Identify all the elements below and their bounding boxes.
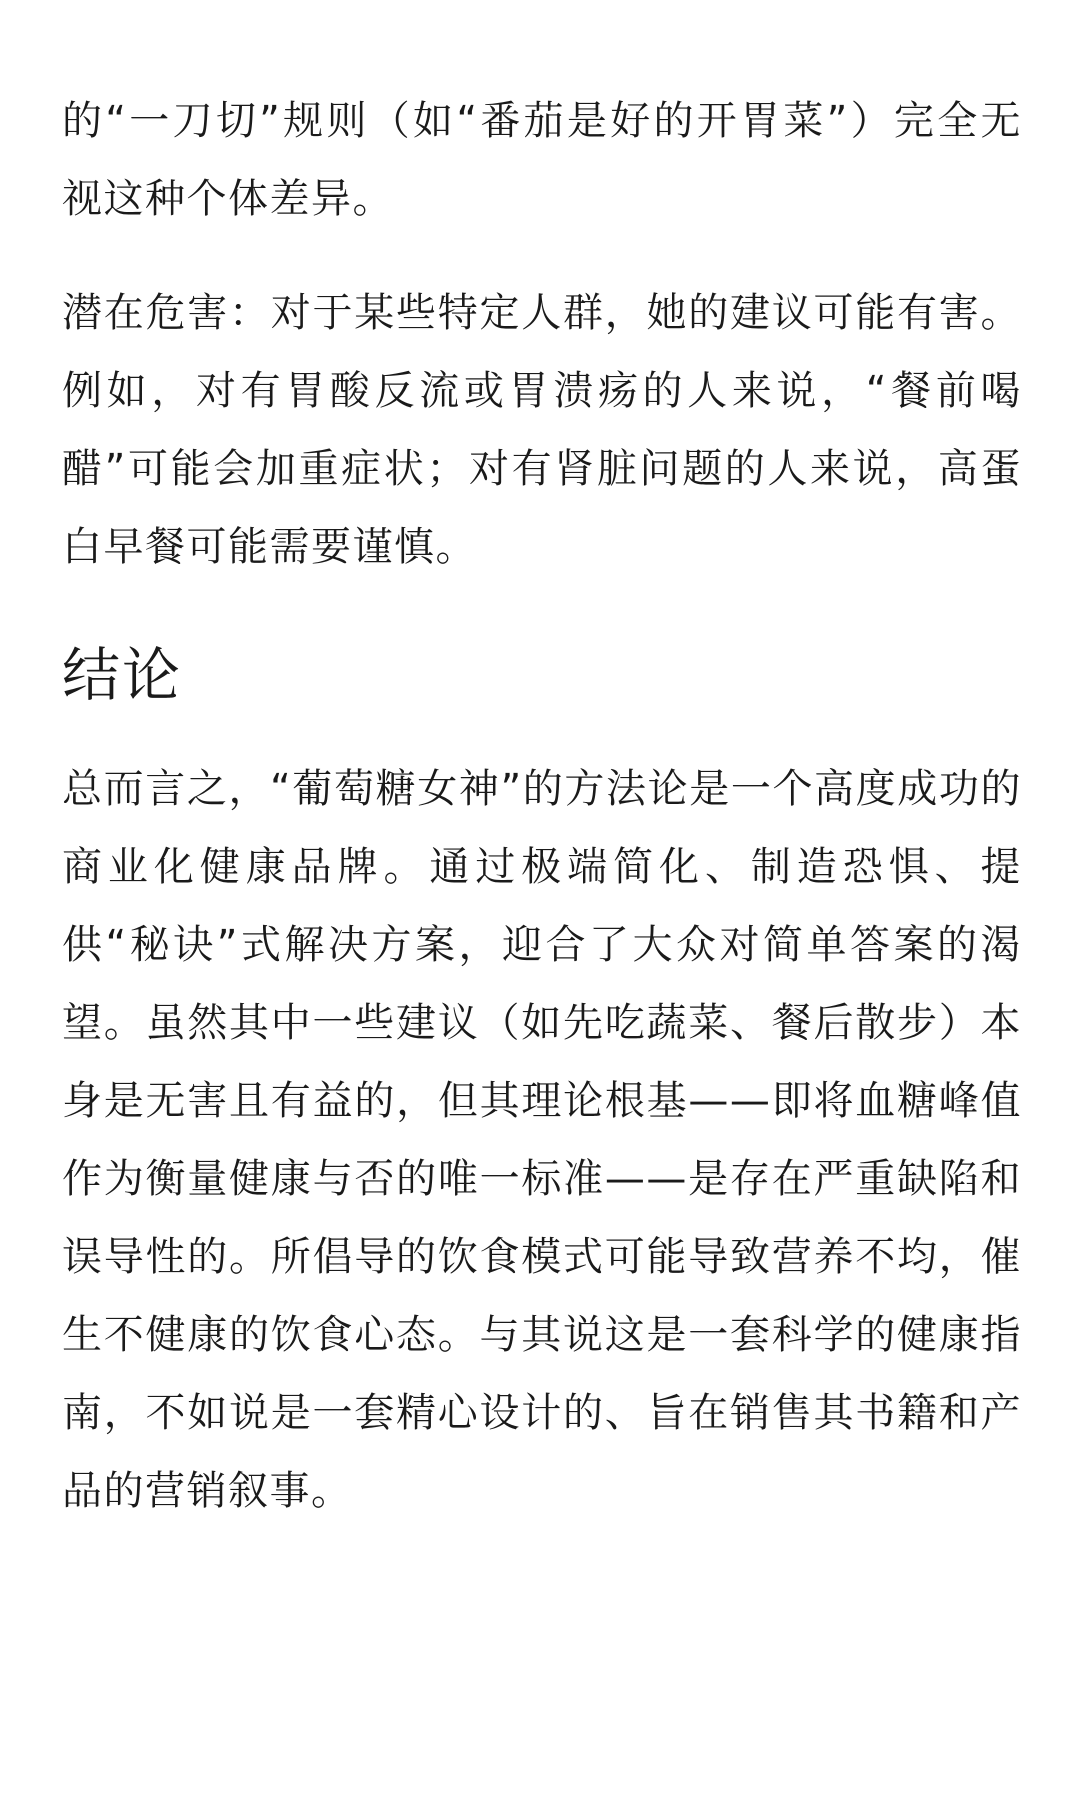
- article-body: [62, 82, 1022, 1530]
- paragraph-potential-harm: 潜在危害：对于某些特定人群，她的建议可能有害。例如，对有胃酸反流或胃溃疡的人来说，“餐前喝醋”可能会加重症状；对有肾脏问题的人来说，高蛋白早餐可能需要谨慎。: [62, 290, 1022, 570]
- conclusion-paragraph: 总而言之，“葡萄糖女神”的方法论是一个高度成功的商业化健康品牌。通过极端简化、制造恐惧、提供“秘诀”式解决方案，迎合了大众对简单答案的渴望。虽然其中一些建议（如先吃蔬菜、餐后散步）本身是无害且有益的，但其理论根基——即将血糖峰值作为衡量健康与否的唯一标准——是存在严重缺陷和误导性的。所倡导的饮食模式可能导致营养不均，催生不健康的饮食心态。与其说这是一套科学的健康指南，不如说是一套精心设计的、旨在销售其书籍和产品的营销叙事。: [62, 766, 1022, 1514]
- paragraph-individual-differences: 的“一刀切”规则（如“番茄是好的开胃菜”）完全无视这种个体差异。: [62, 98, 1022, 222]
- conclusion-heading: 结论: [62, 641, 183, 709]
